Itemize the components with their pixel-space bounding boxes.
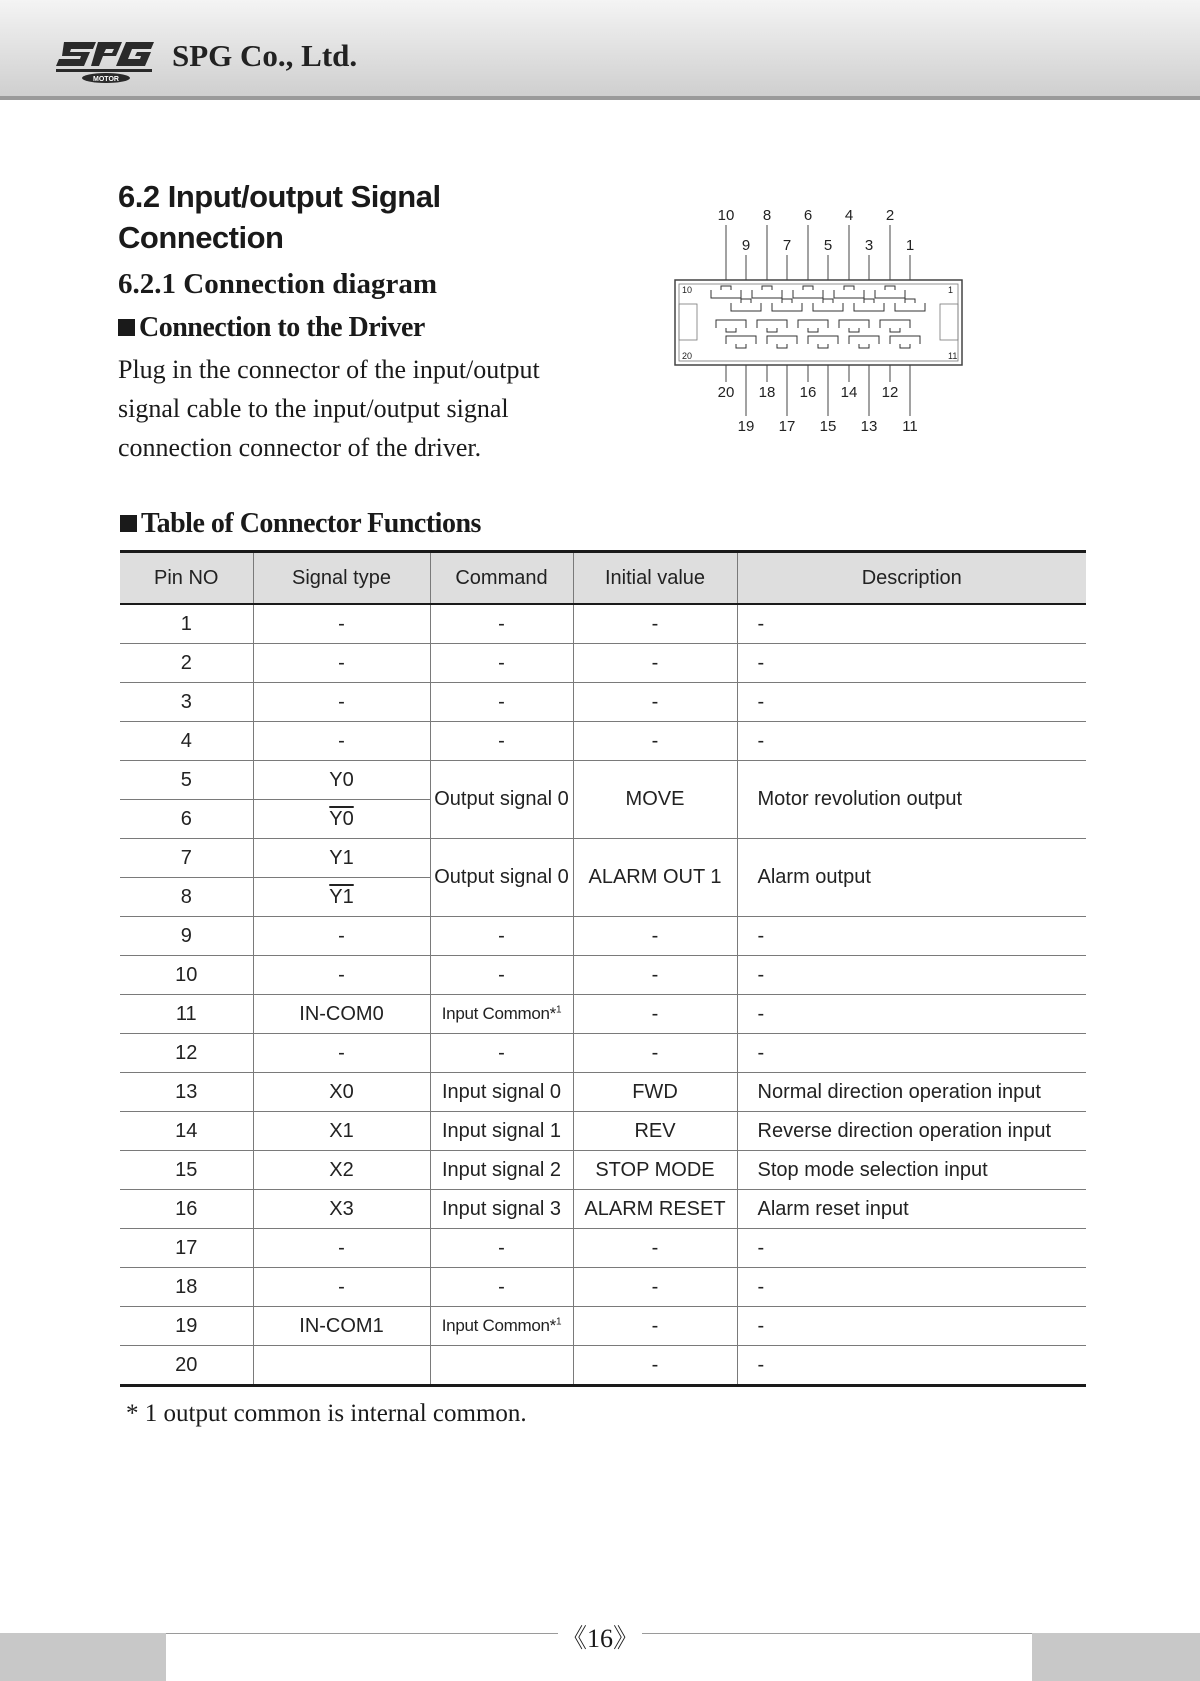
corner-label-bl: 20 — [682, 351, 693, 361]
table-row — [120, 683, 1086, 722]
command-cell — [430, 1346, 573, 1386]
signal-cell: X3 — [253, 1190, 430, 1229]
table-row — [120, 1307, 1086, 1346]
pin-label-top: 2 — [885, 207, 895, 224]
description-cell: - — [737, 995, 1086, 1034]
footnote-marker: 1 — [555, 1004, 562, 1016]
description-cell: - — [737, 917, 1086, 956]
initial-cell: - — [573, 722, 737, 761]
signal-cell: - — [253, 722, 430, 761]
initial-cell: - — [573, 1307, 737, 1346]
command-cell: - — [430, 1034, 573, 1073]
initial-cell: - — [573, 644, 737, 683]
description-cell: - — [737, 1268, 1086, 1307]
table-row — [120, 722, 1086, 761]
pin-label-top: 7 — [782, 237, 792, 254]
section-title: 6.2 Input/output Signal Connection — [118, 179, 441, 255]
signal-cell: - — [253, 604, 430, 644]
pin-cell: 4 — [120, 722, 253, 761]
initial-cell: - — [573, 1034, 737, 1073]
pin-cell: 6 — [120, 800, 253, 839]
signal-cell: - — [253, 956, 430, 995]
command-text: Input Common* — [441, 1004, 556, 1023]
initial-cell: FWD — [573, 1073, 737, 1112]
table-row — [120, 995, 1086, 1034]
pin-cell: 8 — [120, 878, 253, 917]
signal-cell: X0 — [253, 1073, 430, 1112]
command-cell: Output signal 0 — [430, 839, 573, 917]
initial-cell: - — [573, 995, 737, 1034]
command-cell: Output signal 0 — [430, 761, 573, 839]
command-cell: - — [430, 683, 573, 722]
command-cell: - — [430, 722, 573, 761]
description-cell: - — [737, 722, 1086, 761]
pin-cell: 11 — [120, 995, 253, 1034]
initial-cell: - — [573, 1346, 737, 1386]
connector-pinout-diagram — [668, 200, 968, 440]
pin-cell: 16 — [120, 1190, 253, 1229]
page-number: 《16》 — [560, 1624, 639, 1653]
signal-cell-inverted: Y0 — [253, 800, 430, 839]
footer-divider-right — [642, 1633, 1032, 1634]
table-row — [120, 604, 1086, 644]
corner-label-tl: 10 — [682, 285, 693, 295]
table-row — [120, 1151, 1086, 1190]
signal-cell: IN-COM1 — [253, 1307, 430, 1346]
signal-cell: Y0 — [253, 761, 430, 800]
table-footnote: * 1 output common is internal common. — [126, 1400, 527, 1427]
signal-cell: Y1 — [253, 839, 430, 878]
initial-cell: - — [573, 683, 737, 722]
command-cell: - — [430, 644, 573, 683]
pin-cell: 5 — [120, 761, 253, 800]
col-header-signal-type: Signal type — [253, 552, 430, 605]
signal-cell: - — [253, 917, 430, 956]
pin-cell: 9 — [120, 917, 253, 956]
table-row — [120, 917, 1086, 956]
initial-cell: STOP MODE — [573, 1151, 737, 1190]
col-header-initial-value: Initial value — [573, 552, 737, 605]
command-cell — [430, 1307, 573, 1346]
table-header-row — [120, 552, 1086, 605]
table-row — [120, 761, 1086, 800]
pin-label-top: 9 — [741, 237, 751, 254]
initial-cell: - — [573, 956, 737, 995]
description-cell: - — [737, 1034, 1086, 1073]
pin-cell: 13 — [120, 1073, 253, 1112]
table-row — [120, 1190, 1086, 1229]
pin-cell: 19 — [120, 1307, 253, 1346]
page-header — [0, 0, 1200, 100]
corner-label-br: 11 — [948, 351, 958, 361]
section-subtitle: 6.2.1 Connection diagram — [118, 268, 437, 300]
initial-cell: - — [573, 1268, 737, 1307]
description-cell: Motor revolution output — [737, 761, 1086, 839]
table-heading-text: Table of Connector Functions — [141, 508, 481, 539]
initial-cell: ALARM OUT 1 — [573, 839, 737, 917]
driver-heading — [118, 312, 425, 344]
pin-label-bottom: 20 — [717, 384, 735, 401]
signal-cell — [253, 1346, 430, 1386]
company-name: SPG Co., Ltd. — [172, 38, 358, 73]
signal-cell: IN-COM0 — [253, 995, 430, 1034]
command-text: Input Common* — [441, 1316, 556, 1335]
signal-cell: - — [253, 683, 430, 722]
command-cell: - — [430, 1229, 573, 1268]
footnote-marker: 1 — [555, 1316, 562, 1328]
initial-cell: - — [573, 604, 737, 644]
pin-cell: 15 — [120, 1151, 253, 1190]
signal-cell: - — [253, 1034, 430, 1073]
signal-cell: - — [253, 1229, 430, 1268]
pin-label-bottom: 19 — [737, 418, 755, 435]
initial-cell: REV — [573, 1112, 737, 1151]
pin-label-bottom: 18 — [758, 384, 776, 401]
signal-cell: - — [253, 644, 430, 683]
command-cell: Input signal 0 — [430, 1073, 573, 1112]
command-cell: Input signal 2 — [430, 1151, 573, 1190]
pin-label-bottom: 13 — [860, 418, 878, 435]
description-cell: Alarm output — [737, 839, 1086, 917]
table-row — [120, 1073, 1086, 1112]
spg-logo-icon — [56, 36, 156, 84]
square-bullet-icon — [118, 319, 135, 336]
pin-label-bottom: 12 — [881, 384, 899, 401]
connector-body — [675, 280, 962, 365]
pin-cell: 18 — [120, 1268, 253, 1307]
description-cell: Reverse direction operation input — [737, 1112, 1086, 1151]
signal-cell: - — [253, 1268, 430, 1307]
pin-label-top: 3 — [864, 237, 874, 254]
table-row — [120, 956, 1086, 995]
connection-paragraph: Plug in the connector of the input/output signal cable to the input/output signal connection connector of the driver. — [118, 355, 540, 462]
pin-label-top: 10 — [717, 207, 735, 224]
initial-cell: ALARM RESET — [573, 1190, 737, 1229]
pin-cell: 7 — [120, 839, 253, 878]
pin-cell: 1 — [120, 604, 253, 644]
initial-cell: MOVE — [573, 761, 737, 839]
footer-divider-left — [166, 1633, 558, 1634]
pin-cell: 12 — [120, 1034, 253, 1073]
pin-label-top: 8 — [762, 207, 772, 224]
command-cell: - — [430, 1268, 573, 1307]
logo-sub-text: MOTOR — [93, 76, 119, 83]
initial-cell: - — [573, 1229, 737, 1268]
pin-label-bottom: 16 — [799, 384, 817, 401]
table-row — [120, 839, 1086, 878]
pin-label-top: 4 — [844, 207, 854, 224]
command-cell: - — [430, 917, 573, 956]
pin-cell: 3 — [120, 683, 253, 722]
pin-label-top: 6 — [803, 207, 813, 224]
corner-label-tr: 1 — [948, 285, 954, 295]
col-header-description: Description — [737, 552, 1086, 605]
description-cell: - — [737, 683, 1086, 722]
command-cell — [430, 995, 573, 1034]
pin-label-bottom: 17 — [778, 418, 796, 435]
description-cell: - — [737, 1346, 1086, 1386]
table-row — [120, 1112, 1086, 1151]
square-bullet-icon — [120, 515, 137, 532]
table-row — [120, 1229, 1086, 1268]
col-header-pin: Pin NO — [120, 552, 253, 605]
driver-heading-text: Connection to the Driver — [139, 312, 425, 343]
description-cell: - — [737, 956, 1086, 995]
footer-bar-right — [1032, 1633, 1200, 1681]
pin-label-bottom: 14 — [840, 384, 858, 401]
description-cell: Alarm reset input — [737, 1190, 1086, 1229]
signal-cell: X2 — [253, 1151, 430, 1190]
description-cell: - — [737, 604, 1086, 644]
table-row — [120, 644, 1086, 683]
table-row — [120, 1268, 1086, 1307]
pin-label-top: 5 — [823, 237, 833, 254]
description-cell: - — [737, 644, 1086, 683]
description-cell: - — [737, 1229, 1086, 1268]
pin-label-bottom: 11 — [902, 418, 918, 435]
command-cell: Input signal 3 — [430, 1190, 573, 1229]
description-cell: - — [737, 1307, 1086, 1346]
pin-cell: 20 — [120, 1346, 253, 1386]
pin-cell: 2 — [120, 644, 253, 683]
table-row — [120, 1034, 1086, 1073]
pin-label-bottom: 15 — [819, 418, 837, 435]
description-cell: Stop mode selection input — [737, 1151, 1086, 1190]
command-cell: - — [430, 956, 573, 995]
command-cell: - — [430, 604, 573, 644]
initial-cell: - — [573, 917, 737, 956]
signal-cell: X1 — [253, 1112, 430, 1151]
description-cell: Normal direction operation input — [737, 1073, 1086, 1112]
footer-bar-left — [0, 1633, 166, 1681]
table-heading — [120, 508, 481, 540]
pin-label-top: 1 — [905, 237, 915, 254]
table-row — [120, 1346, 1086, 1386]
pin-cell: 17 — [120, 1229, 253, 1268]
signal-cell-inverted: Y1 — [253, 878, 430, 917]
pin-cell: 10 — [120, 956, 253, 995]
col-header-command: Command — [430, 552, 573, 605]
connector-functions-table — [120, 550, 1086, 1387]
command-cell: Input signal 1 — [430, 1112, 573, 1151]
pin-cell: 14 — [120, 1112, 253, 1151]
